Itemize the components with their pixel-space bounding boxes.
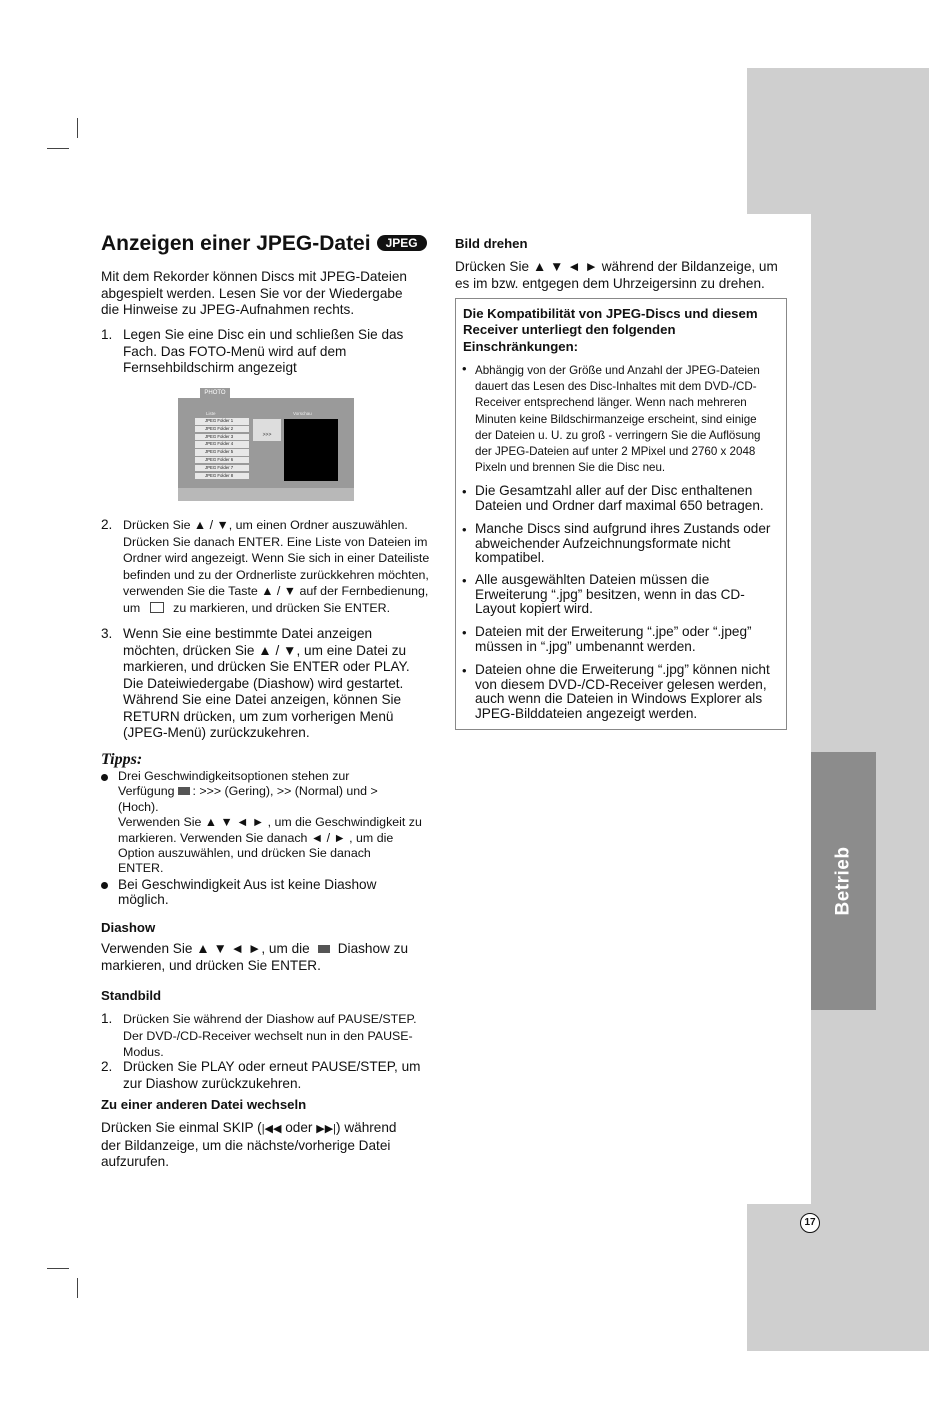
drehen-line: es im bzw. entgegen dem Uhrzeigersinn zu drehen.	[455, 275, 765, 291]
tipps-heading: Tipps:	[101, 751, 143, 768]
step-line: Drücken Sie ▲ / ▼, um einen Ordner auszuwählen.	[123, 518, 408, 532]
side-band-top	[747, 68, 929, 214]
bullet-line: Manche Discs sind aufgrund ihres Zustands oder	[475, 521, 771, 536]
page-number: 17	[800, 1213, 820, 1233]
step-line: Der DVD-/CD-Receiver wechselt nun in den PAUSE-	[123, 1028, 413, 1043]
drehen-text	[455, 259, 778, 292]
step-line: Fach. Das FOTO-Menü wird auf dem	[123, 343, 347, 359]
box-heading-line: Receiver unterliegt den folgenden	[463, 322, 676, 338]
step-number: 1.	[101, 327, 113, 342]
list-label: Liste	[206, 411, 216, 416]
menu-footer	[178, 488, 354, 501]
bullet-line: kompatibel.	[475, 550, 545, 565]
step-line: markieren, und drücken Sie ENTER oder PLAY.	[123, 659, 410, 674]
bullet-line: Minuten keine Bildschirmanzeige erscheint, sind einige	[475, 412, 757, 426]
bullet-line: müssen in “.jpg” umbenannt werden.	[475, 638, 696, 654]
list-item: JPEG Folder 7	[195, 465, 249, 472]
jpeg-badge: JPEG	[377, 235, 427, 251]
crop-mark	[77, 118, 78, 138]
folder-up-icon	[150, 602, 164, 613]
box-bullet-6	[475, 663, 785, 721]
step-line: Drücken Sie während der Diashow auf PAUSE/STEP.	[123, 1012, 417, 1026]
bullet-marker: •	[462, 361, 467, 376]
box-bullet-5	[475, 625, 785, 654]
step-number: 1.	[101, 1011, 113, 1026]
step-line: verwenden Sie die Taste ▲ / ▼ auf der Fernbedienung,	[123, 584, 429, 598]
slideshow-speed-icon	[178, 787, 190, 795]
crop-mark	[77, 1278, 78, 1298]
bullet-line: Erweiterung “.jpg” besitzen, wenn in das CD-	[475, 586, 745, 602]
tip-word: : >>> (Gering), >> (Normal) und >	[192, 784, 378, 799]
standbild-heading: Standbild	[101, 988, 162, 1003]
box-bullet-2	[475, 484, 785, 513]
step-line: Ordner wird angezeigt. Wenn Sie sich in einer Dateiliste	[123, 551, 430, 565]
diashow-heading: Diashow	[101, 920, 156, 935]
bullet-line: JPEG-Bilddateien angezeigt werden.	[475, 705, 698, 721]
bullet-line: Dateien und Ordner darf maximal 650 betragen.	[475, 497, 764, 513]
step-line: möchten, drücken Sie ▲ / ▼, um eine Datei zu	[123, 642, 407, 658]
box-bullet-3	[475, 522, 785, 566]
step-line: befinden und zu der Ordnerliste zurückkehren möchten,	[123, 567, 429, 582]
bullet-line: Receiver entsprechend länger. Wenn nach mehreren	[475, 396, 747, 410]
step-line	[123, 600, 443, 617]
bullet-marker: •	[462, 663, 467, 678]
skip-back-icon: |◀◀	[261, 1123, 282, 1135]
bullet-line: Layout kopiert wird.	[475, 601, 593, 616]
wechseln-heading: Zu einer anderen Datei wechseln	[101, 1097, 307, 1112]
bullet-dot	[101, 774, 108, 781]
step-line: Die Dateiwiedergabe (Diashow) wird gestartet.	[123, 675, 404, 691]
step-number: 2.	[101, 517, 113, 532]
wechseln-line: aufzurufen.	[101, 1154, 170, 1169]
step-line: (JPEG-Menü) zurückzukehren.	[123, 725, 310, 740]
list-item: JPEG Folder 5	[195, 449, 249, 456]
tip-line: (Hoch).	[118, 799, 159, 814]
list-item: JPEG Folder 2	[195, 426, 249, 433]
list-item: JPEG Folder 8	[195, 473, 249, 480]
tip-line: möglich.	[118, 892, 169, 908]
list-item: JPEG Folder 1	[195, 418, 249, 425]
wechseln-line	[101, 1120, 396, 1138]
step-word: um	[123, 600, 141, 615]
tip-line: ENTER.	[118, 861, 164, 876]
intro-line: die Hinweise zu JPEG-Aufnahmen rechts.	[101, 302, 355, 317]
box-heading-line: Die Kompatibilität von JPEG-Discs und diesem	[463, 306, 758, 321]
speed-option	[253, 419, 281, 441]
step-line: Drücken Sie danach ENTER. Eine Liste von Dateien im	[123, 534, 428, 549]
wechseln-word: Drücken Sie einmal SKIP (	[101, 1120, 262, 1135]
step-line: Wenn Sie eine bestimmte Datei anzeigen	[123, 626, 373, 641]
list-item: JPEG Folder 6	[195, 457, 249, 464]
box-bullet-4	[475, 573, 785, 617]
bullet-line: von diesem DVD-/CD-Receiver gelesen werden,	[475, 676, 767, 692]
preview-pane	[284, 419, 338, 481]
tip-line: Verwenden Sie ▲ ▼ ◄ ► , um die Geschwindigkeit zu	[118, 815, 422, 830]
bullet-line: Alle ausgewählten Dateien müssen die	[475, 572, 710, 587]
intro-text	[101, 269, 407, 319]
step-line: RETURN drücken, um zum vorherigen Menü	[123, 708, 394, 724]
bullet-line: der Dateien u. U. zu groß - verringern Sie die Auflösung	[475, 428, 761, 442]
slideshow-icon	[318, 945, 330, 953]
crop-mark	[47, 148, 69, 149]
step-line: Modus.	[123, 1045, 164, 1059]
wechseln-line: der Bildanzeige, um die nächste/vorherige Datei	[101, 1137, 391, 1153]
side-band-bottom	[747, 1204, 929, 1351]
bullet-line: abweichender Aufzeichnungsformate nicht	[475, 535, 731, 551]
step-line: zur Diashow zurückzukehren.	[123, 1075, 302, 1091]
diashow-text	[101, 941, 408, 974]
tip-line: Bei Geschwindigkeit Aus ist keine Diashow	[118, 877, 377, 892]
step-line: Während Sie eine Datei anzeigen, können Sie	[123, 692, 402, 707]
diashow-line: markieren, und drücken Sie ENTER.	[101, 957, 321, 973]
bullet-line: Die Gesamtzahl aller auf der Disc enthaltenen	[475, 483, 753, 498]
side-band	[811, 214, 929, 1204]
step-number: 2.	[101, 1059, 113, 1074]
list-item: JPEG Folder 3	[195, 434, 249, 441]
diashow-word: Verwenden Sie ▲ ▼ ◄ ►, um die	[101, 941, 310, 956]
intro-line: Mit dem Rekorder können Discs mit JPEG-Dateien	[101, 269, 407, 284]
bullet-line: Dateien mit der Erweiterung “.jpe” oder “.jpeg”	[475, 624, 752, 639]
tip-line: Option auszuwählen, und drücken Sie danach	[118, 846, 371, 861]
bullet-marker: •	[462, 484, 467, 499]
photo-menu-screenshot	[178, 398, 354, 501]
tip-line	[118, 784, 438, 799]
skip-forward-icon: ▶▶|	[316, 1123, 337, 1135]
step-number: 3.	[101, 626, 113, 641]
page-title	[101, 232, 427, 256]
box-bullet-1	[475, 363, 785, 476]
step-line: Fernsehbildschirm angezeigt	[123, 360, 297, 375]
wechseln-word: ) während	[336, 1120, 397, 1135]
folder-list	[195, 418, 249, 480]
speed-label: >>>	[262, 432, 272, 438]
intro-line: abgespielt werden. Lesen Sie vor der Wiedergabe	[101, 285, 403, 301]
compatibility-box	[455, 298, 787, 730]
diashow-word: Diashow zu	[337, 941, 408, 956]
tip-word: Verfügung	[118, 784, 175, 799]
wechseln-text	[101, 1120, 396, 1171]
title-text: Anzeigen einer JPEG-Datei	[101, 232, 371, 255]
drehen-line: Drücken Sie ▲ ▼ ◄ ► während der Bildanzeige, um	[455, 259, 778, 274]
bullet-line: auch wenn die Dateien in Windows Explorer als	[475, 691, 763, 706]
tip-line: markieren. Verwenden Sie danach ◄ / ► , um die	[118, 830, 394, 845]
diashow-line	[101, 941, 408, 958]
drehen-heading: Bild drehen	[455, 236, 528, 251]
bullet-line: der JPEG-Dateien auf unter 2 MPixel und 2760 x 2048	[475, 445, 756, 459]
step-line: Legen Sie eine Disc ein und schließen Sie das	[123, 327, 404, 342]
step-word: zu markieren, und drücken Sie ENTER.	[173, 600, 391, 615]
tip-1	[118, 769, 438, 877]
tip-2	[118, 877, 438, 908]
wechseln-word: oder	[285, 1120, 313, 1135]
menu-tab: PHOTO	[200, 388, 230, 398]
section-tab-label: Betrieb	[832, 846, 854, 916]
preview-label: Vorschau	[293, 411, 312, 416]
crop-mark	[47, 1268, 69, 1269]
bullet-line: Dateien ohne die Erweiterung “.jpg” können nicht	[475, 662, 770, 677]
bullet-marker: •	[462, 522, 467, 537]
section-tab	[811, 752, 876, 1010]
box-heading	[463, 306, 758, 355]
tip-line: Drei Geschwindigkeitsoptionen stehen zur	[118, 769, 350, 783]
list-item: JPEG Folder 4	[195, 441, 249, 448]
bullet-marker: •	[462, 573, 467, 588]
bullet-dot	[101, 882, 108, 889]
bullet-line: Abhängig von der Größe und Anzahl der JPEG-Dateien	[475, 364, 760, 377]
box-heading-line: Einschränkungen:	[463, 338, 579, 354]
bullet-line: dauert das Lesen des Disc-Inhaltes mit dem DVD-/CD-	[475, 380, 757, 394]
bullet-marker: •	[462, 625, 467, 640]
bullet-line: Pixeln und brennen Sie die Disc neu.	[475, 461, 666, 475]
step-line: Drücken Sie PLAY oder erneut PAUSE/STEP, um	[123, 1059, 421, 1074]
